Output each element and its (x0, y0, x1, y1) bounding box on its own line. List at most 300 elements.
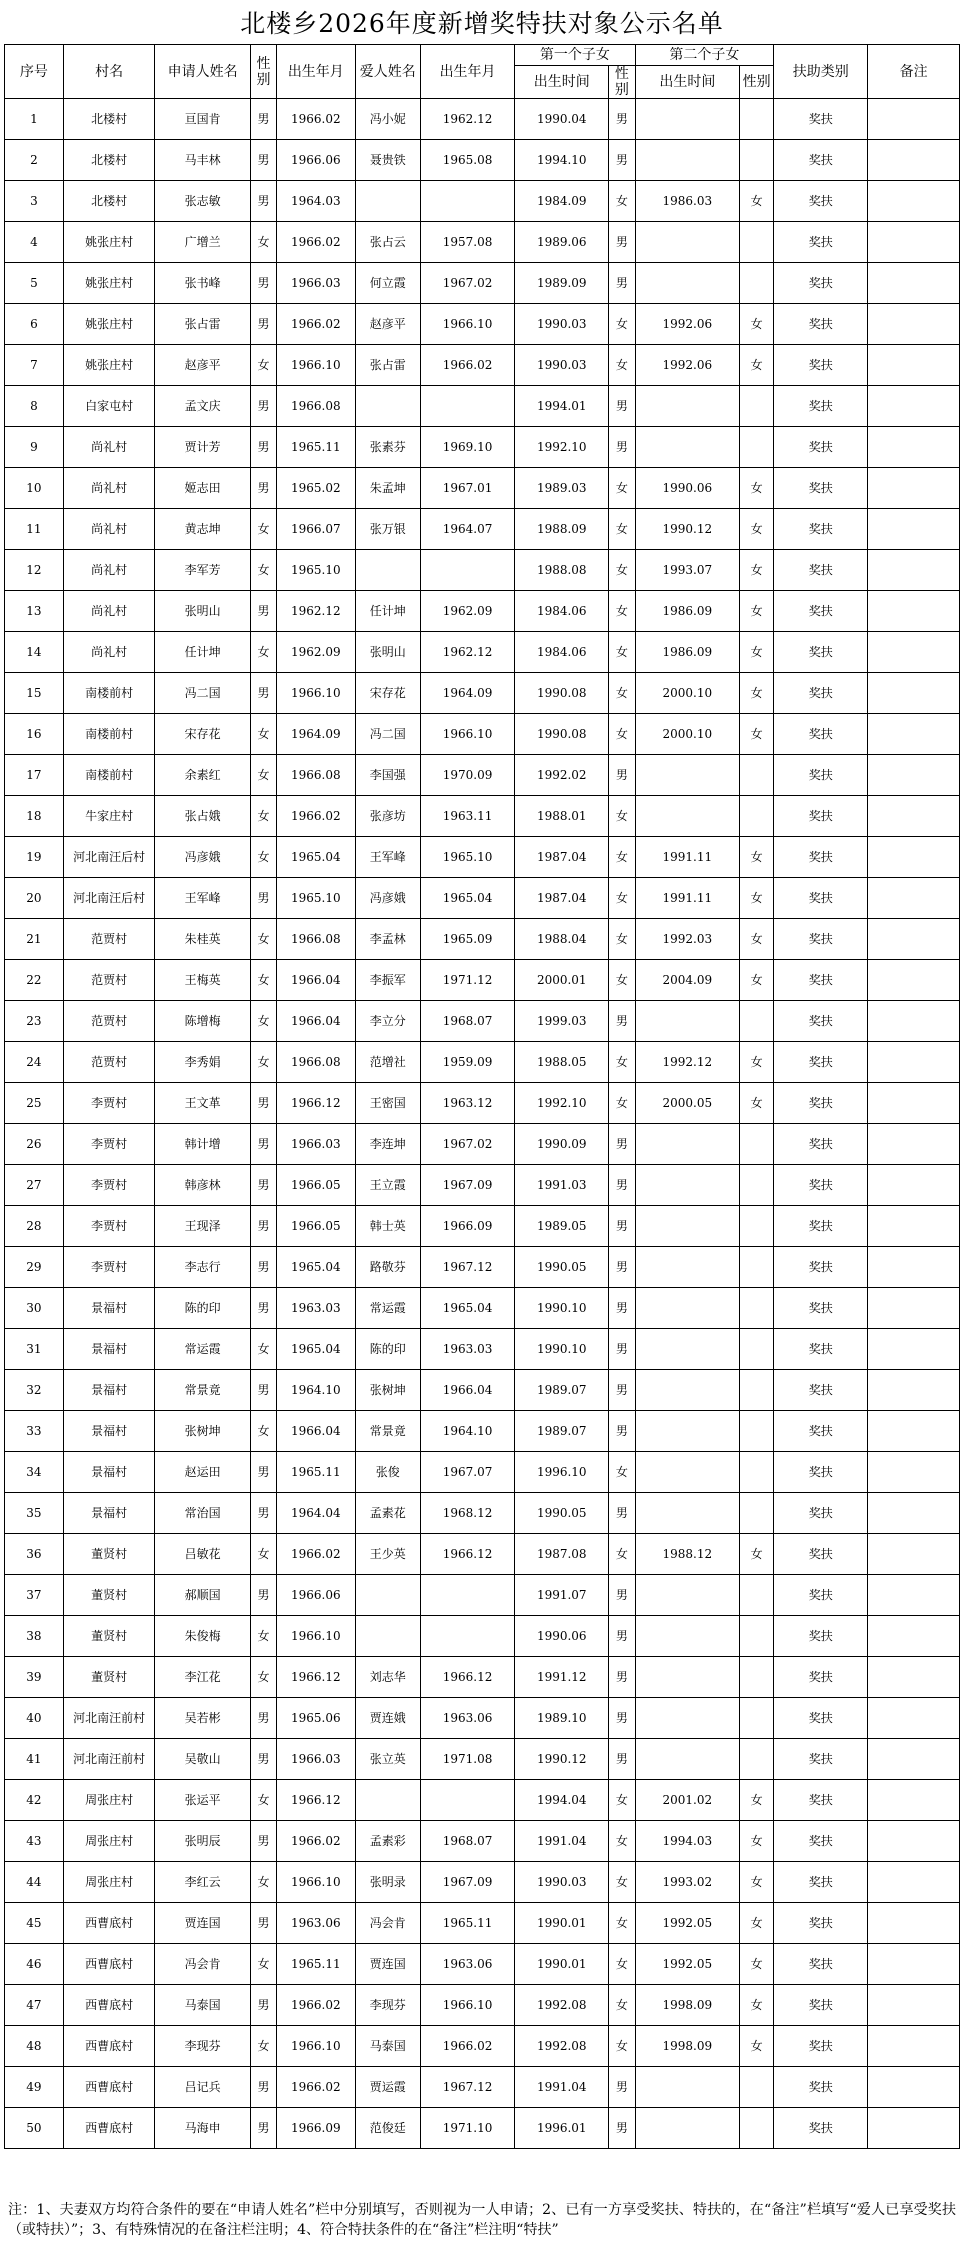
cell-applicant: 余素红 (155, 755, 251, 796)
cell-category: 奖扶 (774, 99, 868, 140)
cell-gender: 男 (250, 304, 276, 345)
cell-birth: 1965.04 (277, 1329, 355, 1370)
cell-seq: 18 (5, 796, 64, 837)
cell-spouse-birth: 1965.10 (420, 837, 514, 878)
cell-gender: 女 (250, 796, 276, 837)
cell-gender: 男 (250, 427, 276, 468)
header-spouse-birth: 出生年月 (420, 45, 514, 99)
cell-child1-gender: 女 (609, 509, 635, 550)
cell-seq: 22 (5, 960, 64, 1001)
cell-spouse: 贾运霞 (355, 2067, 420, 2108)
cell-spouse: 刘志华 (355, 1657, 420, 1698)
header-spouse: 爱人姓名 (355, 45, 420, 99)
cell-village: 董贤村 (63, 1534, 155, 1575)
cell-spouse: 王立霞 (355, 1165, 420, 1206)
cell-category: 奖扶 (774, 591, 868, 632)
cell-child1-gender: 女 (609, 1985, 635, 2026)
cell-applicant: 李军芳 (155, 550, 251, 591)
cell-remark (868, 878, 960, 919)
cell-village: 西曹底村 (63, 1944, 155, 1985)
cell-spouse-birth: 1966.09 (420, 1206, 514, 1247)
header-child2: 第二个子女 (635, 45, 774, 66)
cell-applicant: 贾计芳 (155, 427, 251, 468)
cell-child2-gender (740, 1124, 774, 1165)
cell-seq: 17 (5, 755, 64, 796)
cell-child1-gender: 女 (609, 591, 635, 632)
cell-seq: 32 (5, 1370, 64, 1411)
cell-village: 白家屯村 (63, 386, 155, 427)
cell-category: 奖扶 (774, 1329, 868, 1370)
cell-applicant: 郝顺国 (155, 1575, 251, 1616)
cell-applicant: 王军峰 (155, 878, 251, 919)
cell-spouse: 冯彦娥 (355, 878, 420, 919)
cell-applicant: 李江花 (155, 1657, 251, 1698)
cell-child1-time: 1990.01 (515, 1944, 609, 1985)
cell-category: 奖扶 (774, 796, 868, 837)
cell-category: 奖扶 (774, 1862, 868, 1903)
cell-village: 牛家庄村 (63, 796, 155, 837)
cell-birth: 1965.11 (277, 1452, 355, 1493)
cell-child1-gender: 女 (609, 878, 635, 919)
table-row (5, 2108, 960, 2149)
cell-spouse: 李国强 (355, 755, 420, 796)
cell-category: 奖扶 (774, 1452, 868, 1493)
cell-category: 奖扶 (774, 1657, 868, 1698)
cell-child1-time: 1990.08 (515, 673, 609, 714)
cell-remark (868, 1042, 960, 1083)
cell-category: 奖扶 (774, 304, 868, 345)
table-row (5, 181, 960, 222)
cell-remark (868, 1288, 960, 1329)
cell-village: 范贾村 (63, 919, 155, 960)
table-row (5, 263, 960, 304)
cell-spouse-birth: 1965.11 (420, 1903, 514, 1944)
cell-child1-gender: 男 (609, 222, 635, 263)
table-row (5, 550, 960, 591)
cell-applicant: 冯二国 (155, 673, 251, 714)
cell-child1-gender: 女 (609, 960, 635, 1001)
cell-spouse: 李连坤 (355, 1124, 420, 1165)
cell-child1-gender: 男 (609, 1616, 635, 1657)
cell-spouse-birth: 1966.04 (420, 1370, 514, 1411)
cell-spouse (355, 1575, 420, 1616)
cell-spouse-birth: 1966.10 (420, 304, 514, 345)
cell-child1-time: 1990.10 (515, 1288, 609, 1329)
cell-child2-time: 1994.03 (635, 1821, 740, 1862)
cell-child2-gender: 女 (740, 1862, 774, 1903)
cell-birth: 1966.07 (277, 509, 355, 550)
cell-category: 奖扶 (774, 140, 868, 181)
cell-child2-time: 1986.09 (635, 632, 740, 673)
cell-category: 奖扶 (774, 1247, 868, 1288)
header-remark: 备注 (868, 45, 960, 99)
table-row (5, 591, 960, 632)
cell-birth: 1966.05 (277, 1165, 355, 1206)
header-child1-time: 出生时间 (515, 66, 609, 99)
cell-spouse: 张树坤 (355, 1370, 420, 1411)
cell-child2-gender (740, 99, 774, 140)
cell-spouse-birth: 1966.02 (420, 345, 514, 386)
cell-birth: 1965.02 (277, 468, 355, 509)
cell-remark (868, 1821, 960, 1862)
cell-gender: 女 (250, 632, 276, 673)
cell-village: 景福村 (63, 1493, 155, 1534)
cell-seq: 4 (5, 222, 64, 263)
table-row (5, 1985, 960, 2026)
cell-seq: 1 (5, 99, 64, 140)
cell-child1-time: 1984.09 (515, 181, 609, 222)
cell-remark (868, 140, 960, 181)
header-gender: 性别 (250, 45, 276, 99)
cell-child2-time (635, 1493, 740, 1534)
cell-child2-gender (740, 140, 774, 181)
cell-gender: 女 (250, 919, 276, 960)
cell-remark (868, 919, 960, 960)
cell-spouse-birth: 1968.07 (420, 1001, 514, 1042)
cell-remark (868, 1534, 960, 1575)
cell-remark (868, 1411, 960, 1452)
cell-child1-time: 1992.10 (515, 427, 609, 468)
cell-child2-gender: 女 (740, 878, 774, 919)
cell-child1-time: 1990.01 (515, 1903, 609, 1944)
cell-category: 奖扶 (774, 386, 868, 427)
cell-child2-gender (740, 1329, 774, 1370)
cell-child1-gender: 男 (609, 1206, 635, 1247)
cell-spouse: 路敬芬 (355, 1247, 420, 1288)
cell-spouse-birth: 1962.12 (420, 99, 514, 140)
cell-child2-time: 2004.09 (635, 960, 740, 1001)
cell-seq: 37 (5, 1575, 64, 1616)
cell-child1-time: 1994.10 (515, 140, 609, 181)
cell-child2-gender: 女 (740, 1083, 774, 1124)
cell-gender: 男 (250, 1370, 276, 1411)
header-child2-gender: 性别 (740, 66, 774, 99)
cell-category: 奖扶 (774, 1698, 868, 1739)
cell-spouse-birth: 1967.01 (420, 468, 514, 509)
cell-remark (868, 181, 960, 222)
cell-category: 奖扶 (774, 878, 868, 919)
cell-child2-gender (740, 1247, 774, 1288)
cell-birth: 1966.02 (277, 222, 355, 263)
cell-spouse: 孟素花 (355, 1493, 420, 1534)
cell-child2-gender (740, 755, 774, 796)
cell-remark (868, 755, 960, 796)
cell-child1-gender: 女 (609, 1944, 635, 1985)
cell-child2-gender: 女 (740, 837, 774, 878)
cell-child1-time: 1989.10 (515, 1698, 609, 1739)
cell-child2-time (635, 99, 740, 140)
cell-gender: 女 (250, 1862, 276, 1903)
cell-gender: 女 (250, 755, 276, 796)
cell-remark (868, 1001, 960, 1042)
cell-gender: 男 (250, 878, 276, 919)
cell-child1-gender: 女 (609, 1534, 635, 1575)
cell-child2-time: 2000.10 (635, 714, 740, 755)
cell-applicant: 李志行 (155, 1247, 251, 1288)
cell-child1-gender: 女 (609, 1903, 635, 1944)
cell-birth: 1966.03 (277, 1124, 355, 1165)
cell-seq: 49 (5, 2067, 64, 2108)
cell-child1-time: 1991.07 (515, 1575, 609, 1616)
cell-applicant: 王梅英 (155, 960, 251, 1001)
cell-gender: 女 (250, 222, 276, 263)
cell-category: 奖扶 (774, 632, 868, 673)
cell-spouse-birth: 1965.04 (420, 1288, 514, 1329)
cell-category: 奖扶 (774, 714, 868, 755)
cell-birth: 1966.02 (277, 1821, 355, 1862)
cell-birth: 1964.04 (277, 1493, 355, 1534)
cell-spouse-birth: 1967.02 (420, 1124, 514, 1165)
cell-child1-gender: 男 (609, 1493, 635, 1534)
cell-spouse-birth: 1965.04 (420, 878, 514, 919)
cell-remark (868, 714, 960, 755)
cell-seq: 3 (5, 181, 64, 222)
cell-child2-gender: 女 (740, 1903, 774, 1944)
beneficiary-table (4, 44, 960, 2149)
cell-remark (868, 427, 960, 468)
cell-remark (868, 591, 960, 632)
cell-child2-gender (740, 1739, 774, 1780)
cell-village: 尚礼村 (63, 632, 155, 673)
cell-child2-time: 2000.10 (635, 673, 740, 714)
cell-village: 李贾村 (63, 1083, 155, 1124)
cell-spouse: 冯小妮 (355, 99, 420, 140)
cell-spouse-birth: 1964.10 (420, 1411, 514, 1452)
cell-birth: 1966.10 (277, 673, 355, 714)
cell-remark (868, 632, 960, 673)
cell-seq: 21 (5, 919, 64, 960)
cell-birth: 1966.04 (277, 1411, 355, 1452)
cell-child2-time: 1992.03 (635, 919, 740, 960)
cell-remark (868, 1780, 960, 1821)
cell-remark (868, 1493, 960, 1534)
cell-child1-time: 1984.06 (515, 591, 609, 632)
cell-applicant: 常治国 (155, 1493, 251, 1534)
cell-applicant: 朱桂英 (155, 919, 251, 960)
cell-seq: 27 (5, 1165, 64, 1206)
cell-child1-gender: 男 (609, 755, 635, 796)
table-row (5, 1411, 960, 1452)
cell-seq: 41 (5, 1739, 64, 1780)
cell-seq: 24 (5, 1042, 64, 1083)
cell-gender: 女 (250, 2026, 276, 2067)
cell-gender: 男 (250, 1821, 276, 1862)
cell-category: 奖扶 (774, 837, 868, 878)
cell-gender: 男 (250, 140, 276, 181)
cell-seq: 10 (5, 468, 64, 509)
cell-child2-time: 1998.09 (635, 2026, 740, 2067)
cell-child2-time: 2001.02 (635, 1780, 740, 1821)
cell-spouse-birth: 1967.12 (420, 2067, 514, 2108)
cell-village: 西曹底村 (63, 2108, 155, 2149)
cell-gender: 男 (250, 1903, 276, 1944)
cell-child1-time: 1991.04 (515, 1821, 609, 1862)
cell-child1-gender: 女 (609, 837, 635, 878)
cell-child1-time: 1990.03 (515, 304, 609, 345)
cell-child2-gender: 女 (740, 591, 774, 632)
cell-remark (868, 1247, 960, 1288)
table-row (5, 919, 960, 960)
footnote: 注：1、夫妻双方均符合条件的要在“申请人姓名”栏中分别填写，否则视为一人申请；2、已有一方享受奖扶、特扶的，在“备注”栏填写“爱人已享受奖扶（或特扶）”；3、有特殊情况的在备注栏注明；4、符合特扶条件的在“备注”栏注明“特扶” (8, 2202, 956, 2238)
cell-spouse: 冯二国 (355, 714, 420, 755)
cell-village: 姚张庄村 (63, 263, 155, 304)
table-row (5, 1165, 960, 1206)
cell-child2-gender: 女 (740, 345, 774, 386)
table-row (5, 1616, 960, 1657)
cell-spouse-birth (420, 386, 514, 427)
cell-village: 李贾村 (63, 1165, 155, 1206)
cell-child2-time: 1988.12 (635, 1534, 740, 1575)
cell-spouse (355, 550, 420, 591)
cell-village: 尚礼村 (63, 550, 155, 591)
cell-category: 奖扶 (774, 1534, 868, 1575)
cell-child1-gender: 女 (609, 2026, 635, 2067)
cell-child2-time: 1986.03 (635, 181, 740, 222)
cell-gender: 男 (250, 1124, 276, 1165)
cell-gender: 男 (250, 99, 276, 140)
cell-child2-gender (740, 1370, 774, 1411)
cell-spouse-birth: 1963.06 (420, 1698, 514, 1739)
cell-gender: 男 (250, 1493, 276, 1534)
table-row (5, 1083, 960, 1124)
cell-category: 奖扶 (774, 345, 868, 386)
cell-village: 西曹底村 (63, 2067, 155, 2108)
cell-gender: 男 (250, 2108, 276, 2149)
cell-birth: 1966.12 (277, 1657, 355, 1698)
cell-birth: 1966.08 (277, 1042, 355, 1083)
table-header (5, 45, 960, 99)
cell-village: 西曹底村 (63, 2026, 155, 2067)
cell-category: 奖扶 (774, 1370, 868, 1411)
cell-spouse-birth: 1964.09 (420, 673, 514, 714)
table-row (5, 1493, 960, 1534)
header-village: 村名 (63, 45, 155, 99)
cell-village: 范贾村 (63, 960, 155, 1001)
cell-spouse: 李振军 (355, 960, 420, 1001)
cell-birth: 1966.12 (277, 1780, 355, 1821)
cell-birth: 1963.06 (277, 1903, 355, 1944)
cell-seq: 40 (5, 1698, 64, 1739)
cell-applicant: 孟文庆 (155, 386, 251, 427)
cell-spouse-birth: 1967.09 (420, 1862, 514, 1903)
cell-spouse: 张明录 (355, 1862, 420, 1903)
cell-spouse: 聂贵铁 (355, 140, 420, 181)
cell-category: 奖扶 (774, 1083, 868, 1124)
cell-birth: 1965.04 (277, 837, 355, 878)
cell-child2-gender: 女 (740, 1985, 774, 2026)
cell-category: 奖扶 (774, 673, 868, 714)
cell-category: 奖扶 (774, 2026, 868, 2067)
cell-seq: 50 (5, 2108, 64, 2149)
cell-spouse-birth: 1970.09 (420, 755, 514, 796)
cell-applicant: 张占娥 (155, 796, 251, 837)
cell-category: 奖扶 (774, 1206, 868, 1247)
cell-seq: 26 (5, 1124, 64, 1165)
table-row (5, 755, 960, 796)
header-child2-time: 出生时间 (635, 66, 740, 99)
cell-child2-time: 1990.12 (635, 509, 740, 550)
cell-birth: 1966.08 (277, 919, 355, 960)
cell-child1-time: 1989.09 (515, 263, 609, 304)
cell-child2-gender: 女 (740, 960, 774, 1001)
cell-spouse: 王密国 (355, 1083, 420, 1124)
cell-child2-gender: 女 (740, 2026, 774, 2067)
cell-village: 景福村 (63, 1370, 155, 1411)
cell-remark (868, 673, 960, 714)
cell-spouse-birth: 1966.12 (420, 1657, 514, 1698)
cell-child1-gender: 男 (609, 1247, 635, 1288)
table-row (5, 714, 960, 755)
cell-gender: 男 (250, 1739, 276, 1780)
cell-applicant: 李秀娟 (155, 1042, 251, 1083)
cell-child2-time (635, 2108, 740, 2149)
cell-child2-time (635, 1452, 740, 1493)
cell-seq: 35 (5, 1493, 64, 1534)
table-row (5, 1739, 960, 1780)
cell-applicant: 吕记兵 (155, 2067, 251, 2108)
cell-birth: 1962.12 (277, 591, 355, 632)
cell-child2-time (635, 427, 740, 468)
cell-spouse: 任计坤 (355, 591, 420, 632)
cell-remark (868, 837, 960, 878)
cell-applicant: 王文革 (155, 1083, 251, 1124)
cell-child1-gender: 男 (609, 427, 635, 468)
cell-spouse-birth: 1963.03 (420, 1329, 514, 1370)
cell-applicant: 张明山 (155, 591, 251, 632)
cell-child2-time: 1990.06 (635, 468, 740, 509)
cell-child2-time (635, 1657, 740, 1698)
cell-seq: 25 (5, 1083, 64, 1124)
table-row (5, 1288, 960, 1329)
table-row (5, 673, 960, 714)
cell-category: 奖扶 (774, 1124, 868, 1165)
cell-spouse-birth: 1964.07 (420, 509, 514, 550)
cell-child1-time: 1988.08 (515, 550, 609, 591)
cell-spouse: 孟素彩 (355, 1821, 420, 1862)
cell-child2-gender (740, 1206, 774, 1247)
cell-remark (868, 1862, 960, 1903)
cell-child1-time: 1989.07 (515, 1370, 609, 1411)
cell-child2-time: 1992.05 (635, 1903, 740, 1944)
cell-child2-time (635, 1575, 740, 1616)
cell-applicant: 赵彦平 (155, 345, 251, 386)
cell-village: 姚张庄村 (63, 345, 155, 386)
cell-child2-time (635, 755, 740, 796)
cell-child2-time (635, 1698, 740, 1739)
cell-spouse-birth: 1962.09 (420, 591, 514, 632)
cell-birth: 1966.12 (277, 1083, 355, 1124)
cell-applicant: 赵运田 (155, 1452, 251, 1493)
cell-seq: 15 (5, 673, 64, 714)
cell-applicant: 冯彦娥 (155, 837, 251, 878)
cell-applicant: 宋存花 (155, 714, 251, 755)
cell-gender: 男 (250, 181, 276, 222)
cell-child1-time: 1992.08 (515, 2026, 609, 2067)
cell-birth: 1966.02 (277, 1534, 355, 1575)
cell-child2-time: 1993.02 (635, 1862, 740, 1903)
cell-applicant: 黄志坤 (155, 509, 251, 550)
cell-spouse-birth: 1963.11 (420, 796, 514, 837)
cell-category: 奖扶 (774, 1616, 868, 1657)
cell-birth: 1965.11 (277, 1944, 355, 1985)
cell-gender: 女 (250, 1944, 276, 1985)
cell-village: 李贾村 (63, 1206, 155, 1247)
cell-gender: 男 (250, 1575, 276, 1616)
cell-spouse: 马泰国 (355, 2026, 420, 2067)
cell-remark (868, 1124, 960, 1165)
cell-seq: 12 (5, 550, 64, 591)
cell-category: 奖扶 (774, 550, 868, 591)
